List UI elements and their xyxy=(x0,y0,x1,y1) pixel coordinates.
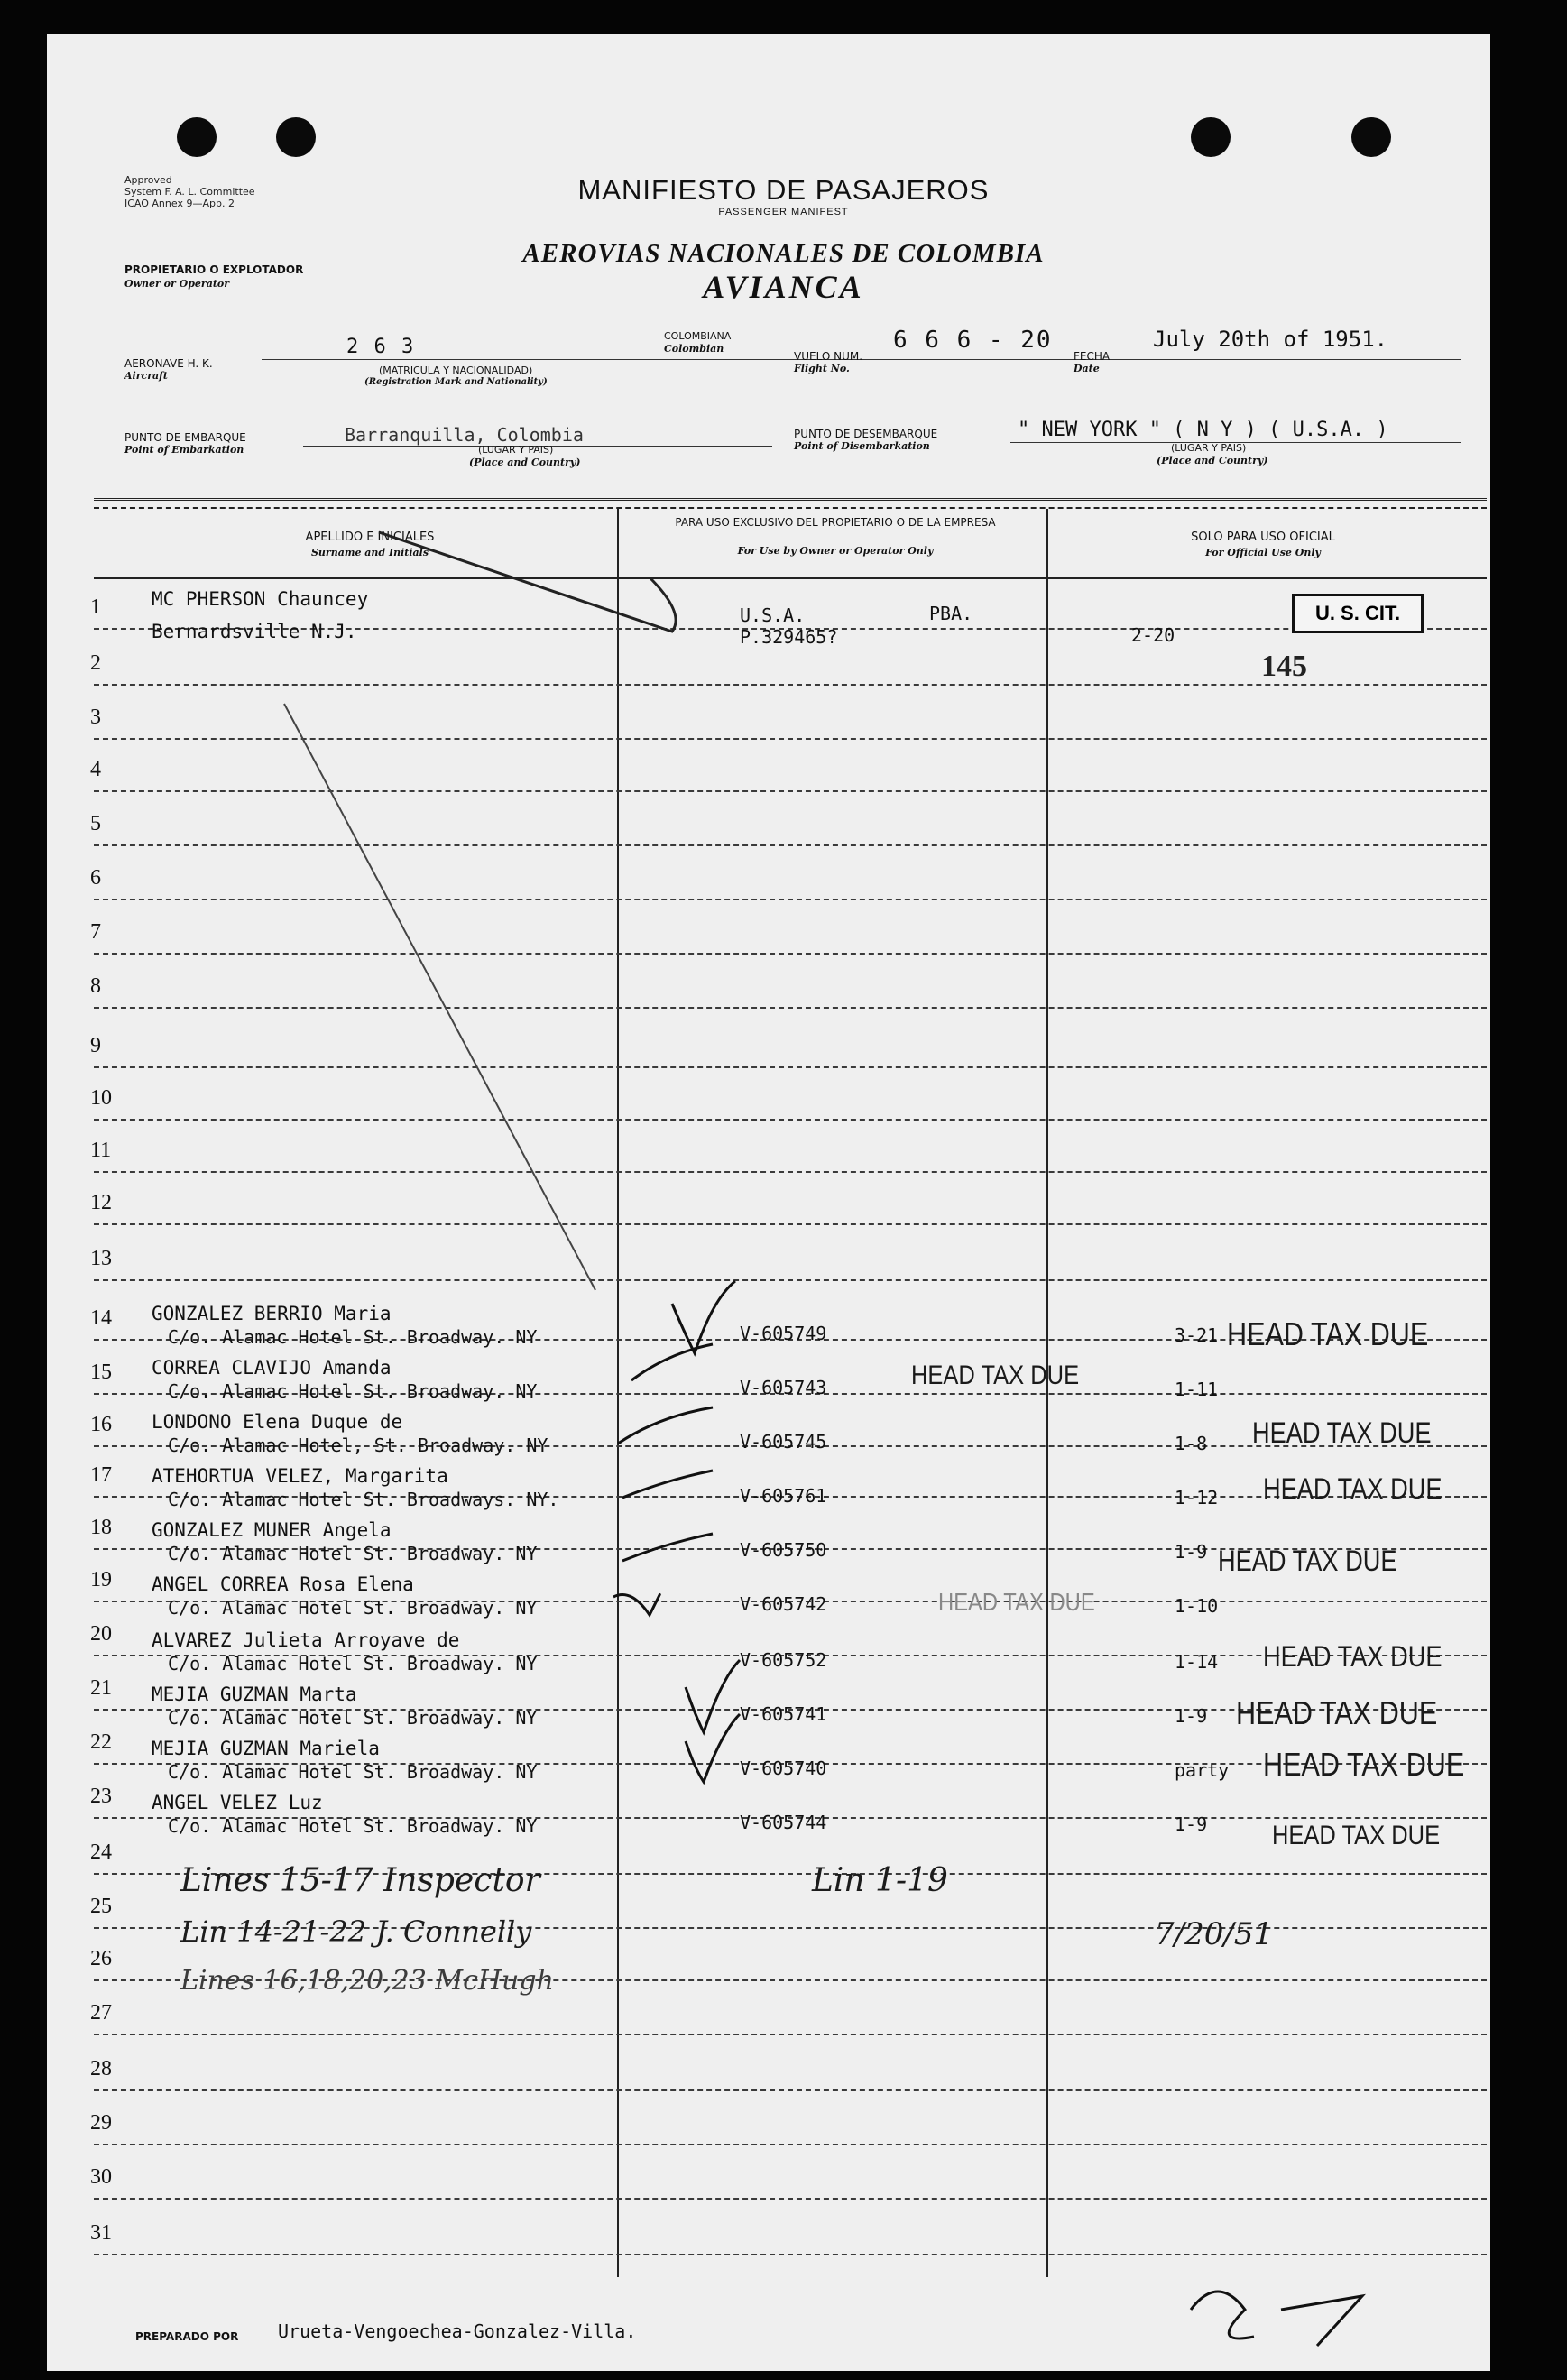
passenger-age: 1-8 xyxy=(1175,1433,1208,1454)
row-number-16: 16 xyxy=(90,1413,112,1436)
row-number-28: 28 xyxy=(90,2057,112,2080)
row-number-26: 26 xyxy=(90,1947,112,1970)
registration-value: COLOMBIANA xyxy=(664,330,732,342)
embark-label-en: Point of Embarkation xyxy=(124,444,244,456)
passenger-address: C/o. Alamac Hotel St. Broadway. NY xyxy=(168,1815,538,1837)
handwriting-row24-mid: Lin 1-19 xyxy=(812,1862,948,1899)
passenger-address: C/o. Alamac Hotel St. Broadway. NY xyxy=(168,1380,538,1402)
disembark-label: PUNTO DE DESEMBARQUE xyxy=(794,428,938,440)
row-number-15: 15 xyxy=(90,1361,112,1384)
row-number-6: 6 xyxy=(90,866,101,890)
passenger-document: V-605745 xyxy=(740,1431,827,1453)
passenger-1-age: 2-20 xyxy=(1131,624,1175,646)
head-tax-stamp: HEAD TAX DUE xyxy=(1227,1315,1429,1352)
passenger-name: MEJIA GUZMAN Mariela xyxy=(152,1738,380,1759)
flight-label-en: Flight No. xyxy=(794,363,850,374)
row-number-5: 5 xyxy=(90,812,101,835)
row-number-7: 7 xyxy=(90,920,101,944)
prepared-by-label: PREPARADO POR xyxy=(135,2330,239,2343)
disembark-value: " NEW YORK " ( N Y ) ( U.S.A. ) xyxy=(1018,419,1388,441)
head-tax-stamp: HEAD TAX DUE xyxy=(1263,1472,1443,1505)
owner-label: PROPIETARIO O EXPLOTADOR xyxy=(124,263,304,276)
registration-label-en: (Registration Mark and Nationality) xyxy=(364,377,548,387)
passenger-document: V-605750 xyxy=(740,1539,827,1561)
airline-name: AEROVIAS NACIONALES DE COLOMBIA xyxy=(522,239,1045,268)
handwriting-row25-date: 7/20/51 xyxy=(1155,1916,1274,1952)
column-surname-en: Surname and Initials xyxy=(310,547,429,558)
date-label-en: Date xyxy=(1074,363,1100,374)
row-number-2: 2 xyxy=(90,651,101,675)
disembark-sub: (LUGAR Y PAIS) xyxy=(1171,442,1247,454)
manifest-title-en: PASSENGER MANIFEST xyxy=(718,207,849,217)
row-number-14: 14 xyxy=(90,1306,112,1330)
passenger-document: V-605761 xyxy=(740,1485,827,1507)
row-number-20: 20 xyxy=(90,1622,112,1646)
column-official-en: For Official Use Only xyxy=(1205,547,1321,558)
passenger-name: ATEHORTUA VELEZ, Margarita xyxy=(152,1465,448,1487)
row-number-23: 23 xyxy=(90,1785,112,1808)
row-number-1: 1 xyxy=(90,595,101,619)
approval-note: Approved System F. A. L. Committee ICAO Annex 9—App. 2 xyxy=(124,174,255,209)
row-number-18: 18 xyxy=(90,1516,112,1539)
passenger-1-address: Bernardsville N.J. xyxy=(152,621,357,642)
column-official: SOLO PARA USO OFICIAL xyxy=(1191,530,1335,544)
passenger-age: 1-9 xyxy=(1175,1813,1208,1835)
passenger-document: V-605742 xyxy=(740,1593,827,1615)
prepared-by-value: Urueta-Vengoechea-Gonzalez-Villa. xyxy=(278,2320,637,2342)
row-number-27: 27 xyxy=(90,2001,112,2025)
tally-number: 145 xyxy=(1261,650,1307,683)
airline-short-name: AVIANCA xyxy=(703,269,864,305)
passenger-1-passport: P.329465? xyxy=(740,626,838,648)
handwriting-row25: Lin 14-21-22 J. Connelly xyxy=(180,1914,532,1949)
passenger-name: GONZALEZ MUNER Angela xyxy=(152,1519,392,1541)
date-label: FECHA xyxy=(1074,350,1111,363)
head-tax-stamp: HEAD TAX DUE xyxy=(938,1588,1095,1616)
flight-date: July 20th of 1951. xyxy=(1153,327,1388,352)
passenger-document: V-605743 xyxy=(740,1377,827,1398)
passenger-address: C/o. Alamac Hotel St. Broadways. NY. xyxy=(168,1489,559,1510)
passenger-address: C/o. Alamac Hotel St. Broadway. NY xyxy=(168,1707,538,1729)
row-number-9: 9 xyxy=(90,1034,101,1057)
registration-value-en: Colombian xyxy=(664,343,724,355)
row-number-25: 25 xyxy=(90,1895,112,1918)
disembark-label-en: Point of Disembarkation xyxy=(794,440,930,452)
passenger-name: ALVAREZ Julieta Arroyave de xyxy=(152,1629,460,1651)
passenger-address: C/o. Alamac Hotel St. Broadway. NY xyxy=(168,1597,538,1619)
passenger-name: ANGEL VELEZ Luz xyxy=(152,1792,323,1813)
passenger-1-code: PBA. xyxy=(929,603,973,624)
head-tax-stamp: HEAD TAX DUE xyxy=(1236,1694,1438,1731)
head-tax-stamp: HEAD TAX DUE xyxy=(1218,1545,1397,1577)
passenger-document: V-605752 xyxy=(740,1649,827,1671)
passenger-age: party xyxy=(1175,1759,1230,1781)
row-number-29: 29 xyxy=(90,2111,112,2135)
handwriting-row24: Lines 15-17 Inspector xyxy=(180,1862,540,1899)
embark-label: PUNTO DE EMBARQUE xyxy=(124,431,246,444)
flight-number: 6 6 6 - 20 xyxy=(893,327,1053,354)
row-number-24: 24 xyxy=(90,1840,112,1864)
row-number-3: 3 xyxy=(90,706,101,729)
row-number-19: 19 xyxy=(90,1568,112,1591)
disembark-sub-en: (Place and Country) xyxy=(1157,455,1268,466)
row-number-31: 31 xyxy=(90,2221,112,2245)
aircraft-label: AERONAVE H. K. xyxy=(124,357,213,370)
passenger-address: C/o. Alamac Hotel St. Broadway. NY xyxy=(168,1543,538,1564)
passenger-document: V-605740 xyxy=(740,1757,827,1779)
passenger-document: V-605741 xyxy=(740,1703,827,1725)
us-citizen-stamp: U. S. CIT. xyxy=(1292,594,1424,633)
row-number-30: 30 xyxy=(90,2165,112,2189)
passenger-1-name: MC PHERSON Chauncey xyxy=(152,588,369,610)
passenger-name: GONZALEZ BERRIO Maria xyxy=(152,1303,392,1324)
manifest-title: MANIFIESTO DE PASAJEROS xyxy=(577,174,990,206)
aircraft-label-en: Aircraft xyxy=(124,370,168,382)
embark-sub: (LUGAR Y PAIS) xyxy=(478,444,554,456)
column-surname: APELLIDO E INICIALES xyxy=(305,530,435,544)
passenger-age: 1-10 xyxy=(1175,1595,1219,1617)
row-number-8: 8 xyxy=(90,974,101,998)
aircraft-number: 2 6 3 xyxy=(346,336,416,358)
passenger-address: C/o. Alamac Hotel, St. Broadway. NY xyxy=(168,1434,548,1456)
passenger-document: V-605749 xyxy=(740,1323,827,1344)
row-number-11: 11 xyxy=(90,1139,112,1162)
passenger-age: 1-9 xyxy=(1175,1705,1208,1727)
passenger-name: CORREA CLAVIJO Amanda xyxy=(152,1357,392,1379)
passenger-address: C/o. Alamac Hotel St. Broadway. NY xyxy=(168,1761,538,1783)
row-number-17: 17 xyxy=(90,1463,112,1487)
row-number-10: 10 xyxy=(90,1086,112,1110)
row-number-13: 13 xyxy=(90,1247,112,1270)
embark-value: Barranquilla, Colombia xyxy=(345,424,584,446)
passenger-address: C/o. Alamac Hotel St. Broadway. NY xyxy=(168,1653,538,1674)
passenger-age: 1-14 xyxy=(1175,1651,1219,1673)
passenger-age: 1-9 xyxy=(1175,1541,1208,1563)
row-number-21: 21 xyxy=(90,1676,112,1700)
row-number-12: 12 xyxy=(90,1191,112,1214)
passenger-age: 1-11 xyxy=(1175,1379,1219,1400)
passenger-address: C/o. Alamac Hotel St. Broadway. NY xyxy=(168,1326,538,1348)
flight-label: VUELO NUM. xyxy=(794,350,863,363)
embark-sub-en: (Place and Country) xyxy=(469,457,581,468)
row-number-4: 4 xyxy=(90,758,101,781)
head-tax-stamp: HEAD TAX DUE xyxy=(911,1361,1080,1390)
passenger-name: MEJIA GUZMAN Marta xyxy=(152,1684,357,1705)
passenger-age: 1-12 xyxy=(1175,1487,1219,1508)
handwriting-row26: Lines 16,18,20,23 McHugh xyxy=(180,1965,554,1997)
owner-label-en: Owner or Operator xyxy=(124,278,230,290)
column-owner-use-en: For Use by Owner or Operator Only xyxy=(737,545,934,557)
row-number-22: 22 xyxy=(90,1730,112,1754)
head-tax-stamp: HEAD TAX DUE xyxy=(1272,1821,1441,1850)
passenger-name: ANGEL CORREA Rosa Elena xyxy=(152,1573,414,1595)
head-tax-stamp: HEAD TAX DUE xyxy=(1263,1746,1465,1783)
column-owner-use: PARA USO EXCLUSIVO DEL PROPIETARIO O DE LA EMPRESA xyxy=(675,516,996,529)
passenger-document: V-605744 xyxy=(740,1812,827,1833)
head-tax-stamp: HEAD TAX DUE xyxy=(1263,1640,1443,1673)
passenger-name: LONDONO Elena Duque de xyxy=(152,1411,403,1433)
passenger-1-nationality: U.S.A. xyxy=(740,604,806,626)
head-tax-stamp: HEAD TAX DUE xyxy=(1252,1416,1432,1449)
passenger-age: 3-21 xyxy=(1175,1324,1219,1346)
registration-label: (MATRICULA Y NACIONALIDAD) xyxy=(379,364,533,376)
